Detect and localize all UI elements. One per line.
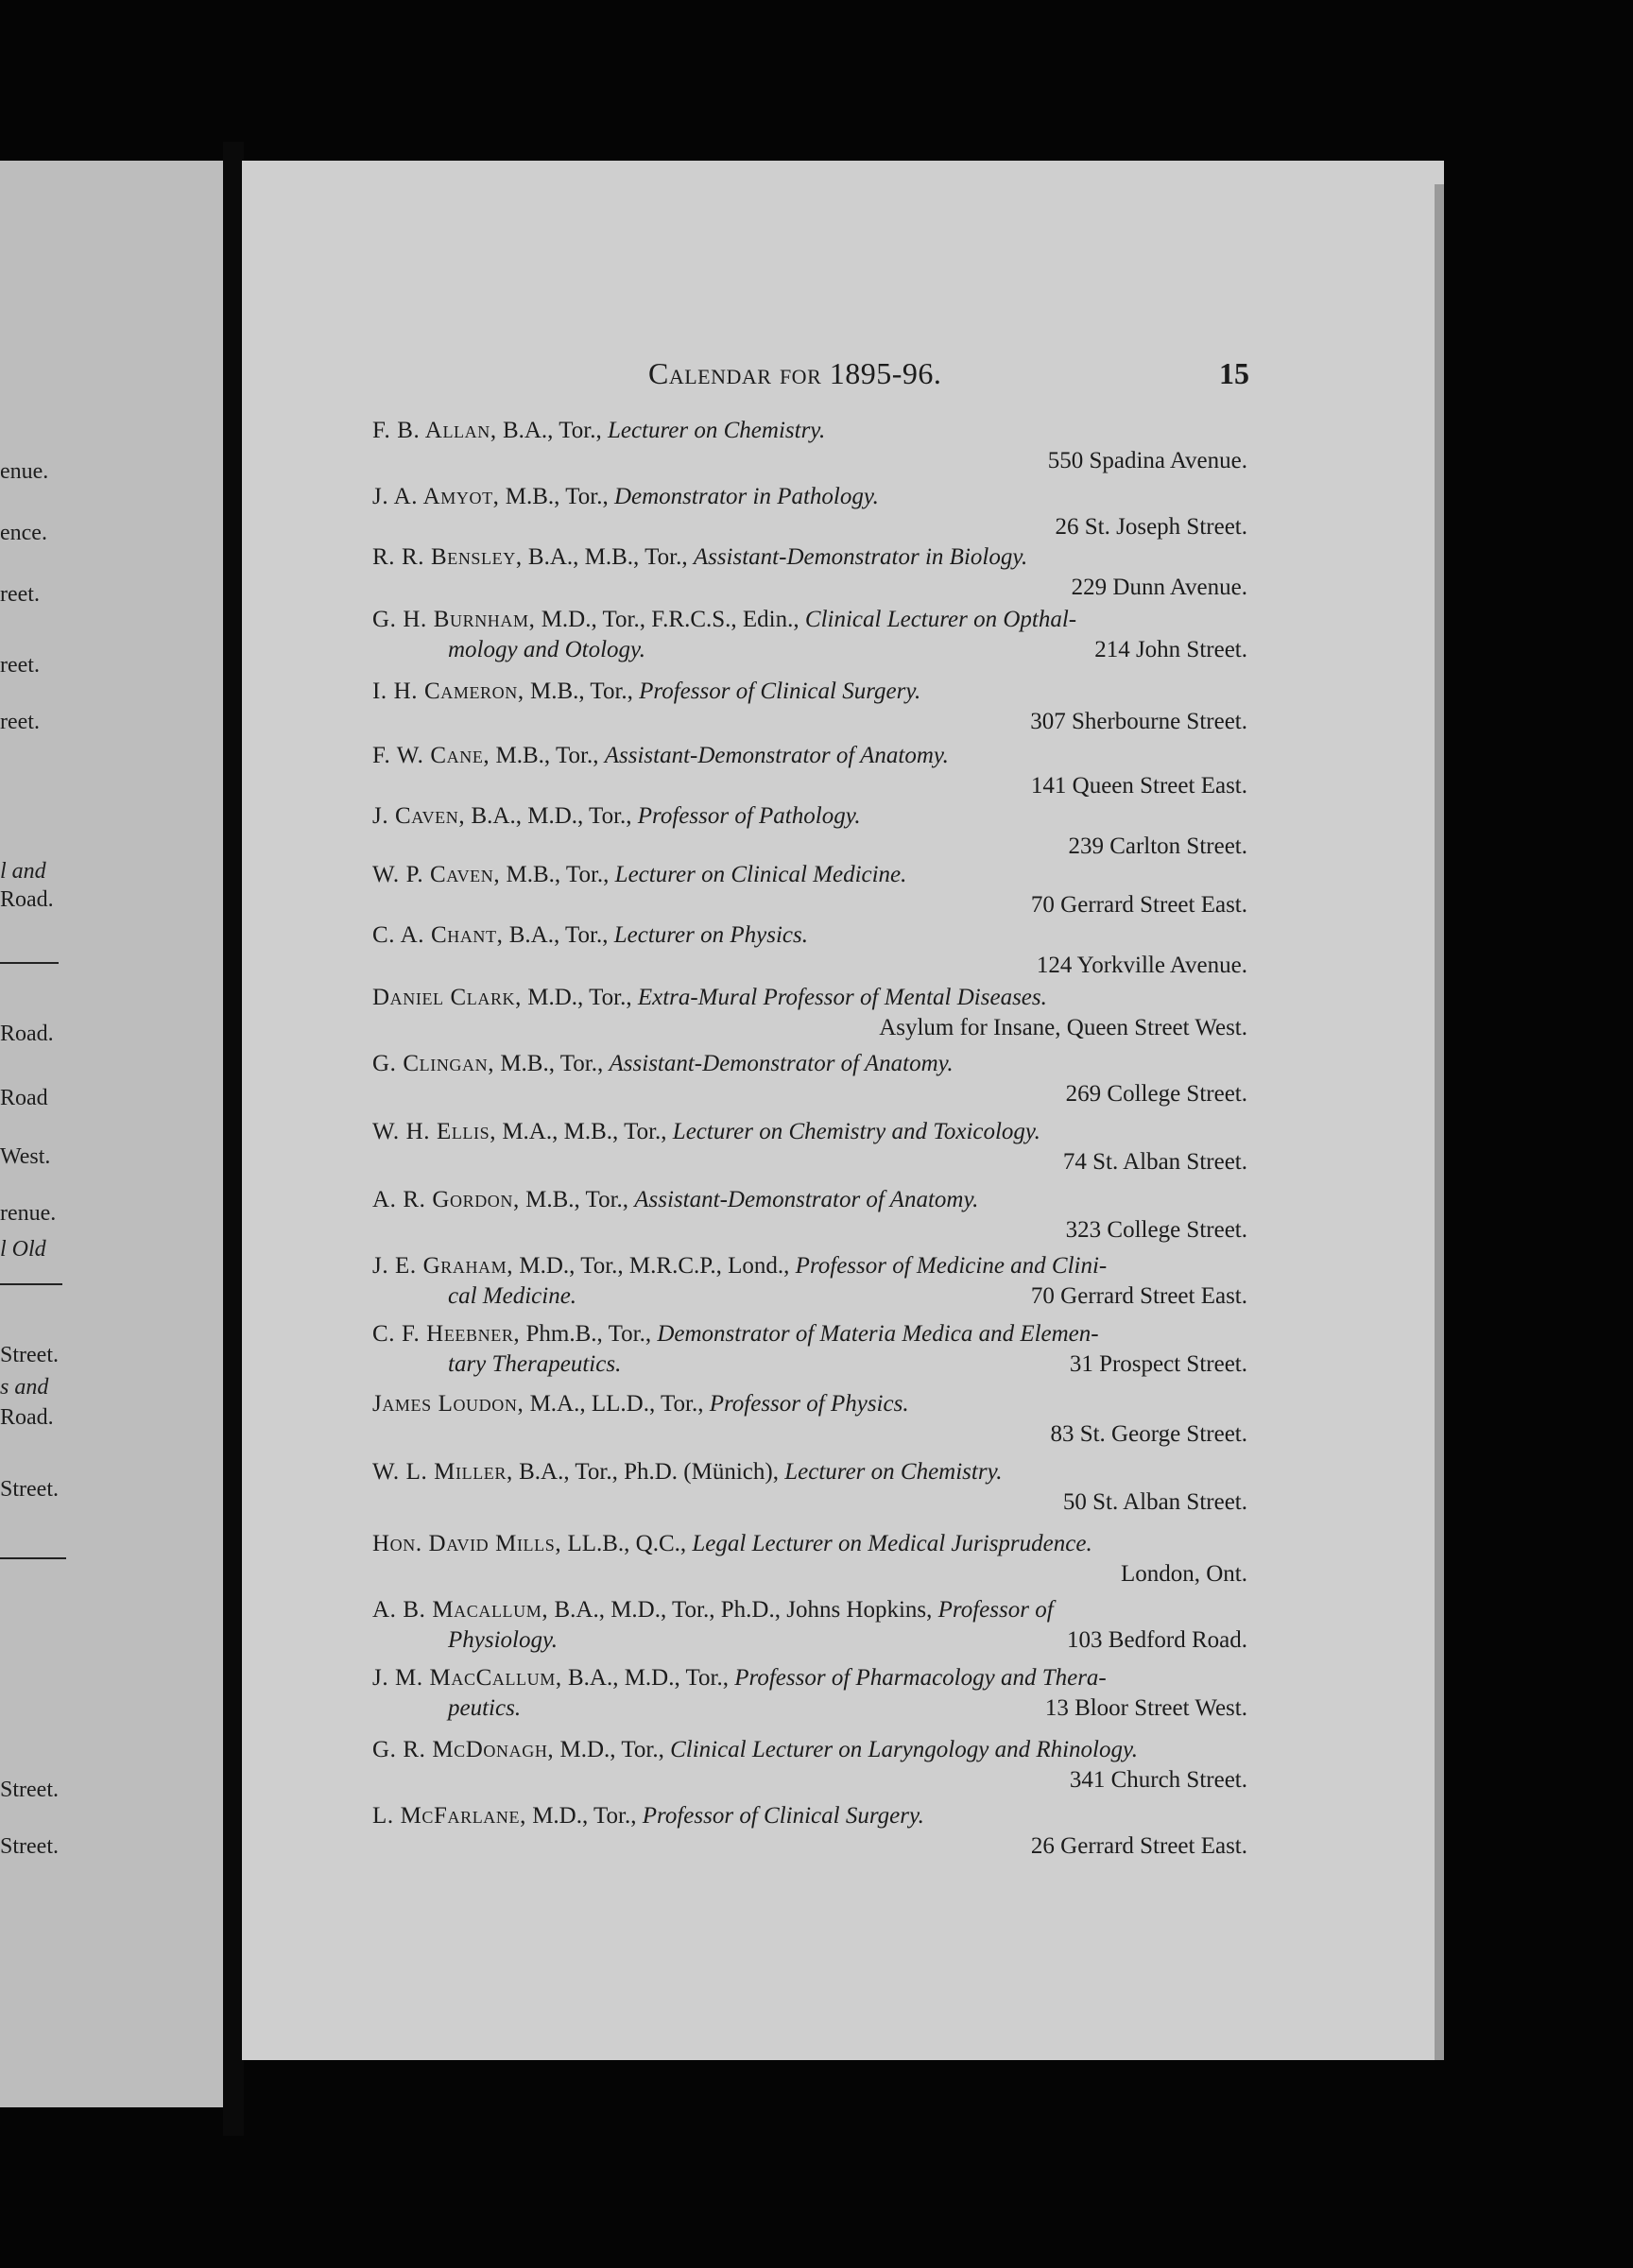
faculty-entry [372,1049,1247,1109]
entry-heading-line [372,482,1247,512]
entry-address-line [372,573,1247,603]
role-continuation: cal Medicine. [448,1283,577,1309]
entry-address-line [372,1625,1247,1656]
entry-address-line [372,707,1247,737]
entry-heading-line [372,1251,1247,1281]
faculty-credentials: M.B., Tor., [525,1187,629,1212]
faculty-role: Lecturer on Clinical Medicine. [614,862,907,887]
faculty-credentials: M.D., Tor., [559,1737,664,1762]
faculty-name: Hon. David Mills, [372,1531,562,1556]
faculty-role: Demonstrator in Pathology. [613,484,879,509]
faculty-credentials: M.A., LL.D., Tor., [529,1391,704,1417]
entry-address-line [372,1487,1247,1518]
entry-heading-line [372,801,1247,832]
faculty-address: 323 College Street. [1065,1217,1247,1243]
faculty-address: 550 Spadina Avenue. [1047,448,1247,473]
faculty-address: 239 Carlton Street. [1068,833,1247,859]
entry-address-line [372,1559,1247,1589]
entry-heading-line [372,1457,1247,1487]
faculty-credentials: LL.B., Q.C., [567,1531,687,1556]
entry-address-line [372,951,1247,981]
entry-address-line [372,1079,1247,1109]
left-page-line: Road. [0,887,54,912]
faculty-entry [372,860,1247,920]
faculty-address: 269 College Street. [1065,1081,1247,1107]
faculty-role: Professor of Clinical Surgery. [642,1803,924,1829]
left-page-line: Street. [0,1343,59,1367]
faculty-role: Assistant-Demonstrator of Anatomy. [609,1051,954,1076]
entry-heading-line [372,1735,1247,1765]
left-page-line: West. [0,1144,51,1169]
faculty-entry [372,1457,1247,1518]
left-page-line: renue. [0,1201,57,1226]
faculty-entry [372,542,1247,603]
entry-heading-line [372,1595,1247,1625]
faculty-name: R. R. Bensley, [372,544,523,570]
faculty-name: W. L. Miller, [372,1459,513,1485]
entry-address-line [372,1215,1247,1246]
faculty-role: Professor of Clinical Surgery. [639,679,921,704]
entry-heading-line [372,860,1247,890]
page-number: 15 [1219,356,1249,390]
faculty-credentials: M.B., Tor., [500,1051,604,1076]
left-page-line: l and [0,859,46,884]
faculty-name: F. W. Cane, [372,743,490,768]
faculty-address: 229 Dunn Avenue. [1071,575,1247,600]
faculty-name: L. McFarlane, [372,1803,526,1829]
faculty-entry [372,416,1247,476]
entry-heading-line [372,1663,1247,1693]
entry-heading-line [372,1319,1247,1349]
left-page-rule [0,1283,62,1285]
faculty-role: Professor of [937,1597,1054,1623]
faculty-address: 103 Bedford Road. [1067,1627,1247,1653]
entry-heading-line [372,1529,1247,1559]
entry-heading-line [372,1117,1247,1147]
entry-heading-line [372,1049,1247,1079]
role-continuation: tary Therapeutics. [448,1351,622,1377]
entry-heading-line [372,1185,1247,1215]
faculty-credentials: M.D., Tor., [527,985,632,1010]
faculty-address: 141 Queen Street East. [1030,773,1247,799]
left-page-line: Road. [0,1022,54,1046]
left-page-line: enue. [0,459,49,484]
running-head [648,354,1310,392]
page-edge-shadow [1435,184,1444,2060]
entry-heading-line [372,983,1247,1013]
left-page-rule [0,962,59,964]
book-gutter [223,142,244,2136]
entry-heading-line [372,605,1247,635]
faculty-name: J. A. Amyot, [372,484,500,509]
entry-address-line [372,512,1247,542]
faculty-name: J. E. Graham, [372,1253,514,1279]
faculty-credentials: B.A., Tor., [508,922,609,948]
entry-address-line [372,1013,1247,1043]
entry-address-line [372,1419,1247,1450]
faculty-entry [372,482,1247,542]
faculty-role: Lecturer on Physics. [613,922,809,948]
faculty-address: 214 John Street. [1094,637,1247,662]
calendar-title: Calendar for 1895-96. [648,356,942,390]
faculty-entry [372,801,1247,862]
entry-heading-line [372,416,1247,446]
faculty-name: Daniel Clark, [372,985,523,1010]
entry-address-line [372,1147,1247,1177]
faculty-entry [372,1251,1247,1312]
faculty-address: 341 Church Street. [1069,1767,1247,1793]
faculty-address: 13 Bloor Street West. [1044,1695,1247,1721]
left-page-line: Street. [0,1778,59,1802]
faculty-name: C. F. Heebner, [372,1321,521,1347]
faculty-role: Professor of Medicine and Clini- [795,1253,1108,1279]
faculty-address: London, Ont. [1120,1561,1247,1587]
faculty-credentials: Phm.B., Tor., [525,1321,652,1347]
left-page-rule [0,1557,66,1559]
entry-address-line [372,635,1247,665]
faculty-name: W. P. Caven, [372,862,501,887]
faculty-name: C. A. Chant, [372,922,504,948]
faculty-role: Professor of Pharmacology and Thera- [734,1665,1107,1691]
faculty-entry [372,1735,1247,1796]
faculty-credentials: M.D., Tor., M.R.C.P., Lond., [519,1253,790,1279]
faculty-address: 124 Yorkville Avenue. [1036,953,1247,978]
left-page-line: Road. [0,1405,54,1430]
faculty-credentials: M.B., Tor., [495,743,599,768]
faculty-entry [372,920,1247,981]
entry-address-line [372,1765,1247,1796]
faculty-address: 307 Sherbourne Street. [1030,709,1247,734]
left-page-line: reet. [0,653,40,678]
faculty-credentials: M.A., M.B., Tor., [502,1119,667,1144]
faculty-role: Assistant-Demonstrator of Anatomy. [604,743,949,768]
faculty-role: Lecturer on Chemistry and Toxicology. [672,1119,1040,1144]
faculty-entry [372,1389,1247,1450]
entry-address-line [372,1831,1247,1862]
faculty-name: F. B. Allan, [372,418,497,443]
faculty-credentials: B.A., M.D., Tor., Ph.D., Johns Hopkins, [554,1597,933,1623]
entry-address-line [372,832,1247,862]
faculty-entry [372,1319,1247,1380]
faculty-entry [372,741,1247,801]
entry-address-line [372,1349,1247,1380]
entry-address-line [372,890,1247,920]
faculty-name: James Loudon, [372,1391,524,1417]
faculty-address: 83 St. George Street. [1050,1421,1247,1447]
left-page-line: reet. [0,710,40,734]
faculty-name: A. B. Macallum, [372,1597,549,1623]
faculty-role: Clinical Lecturer on Laryngology and Rhinology. [670,1737,1138,1762]
faculty-address: 74 St. Alban Street. [1062,1149,1247,1175]
role-continuation: Physiology. [448,1627,558,1653]
entry-heading-line [372,1389,1247,1419]
faculty-role: Clinical Lecturer on Opthal- [804,607,1077,632]
faculty-entry [372,1663,1247,1724]
faculty-address: 31 Prospect Street. [1069,1351,1247,1377]
faculty-role: Professor of Physics. [709,1391,909,1417]
left-page-line: l Old [0,1237,46,1262]
entry-heading-line [372,677,1247,707]
entry-address-line [372,446,1247,476]
faculty-entry [372,1185,1247,1246]
faculty-role: Demonstrator of Materia Medica and Elemen- [657,1321,1099,1347]
faculty-role: Lecturer on Chemistry. [784,1459,1003,1485]
left-page-line: ence. [0,521,47,545]
faculty-address: Asylum for Insane, Queen Street West. [879,1015,1247,1040]
faculty-role: Professor of Pathology. [637,803,861,829]
faculty-role: Lecturer on Chemistry. [607,418,826,443]
faculty-credentials: B.A., Tor., Ph.D. (Münich), [519,1459,779,1485]
faculty-role: Assistant-Demonstrator in Biology. [693,544,1028,570]
faculty-credentials: B.A., Tor., [502,418,602,443]
left-page-line: Road [0,1086,48,1110]
faculty-address: 70 Gerrard Street East. [1030,892,1247,918]
role-continuation: peutics. [448,1695,522,1721]
entry-address-line [372,771,1247,801]
faculty-address: 26 Gerrard Street East. [1030,1833,1247,1859]
left-page-line: Street. [0,1477,59,1502]
entry-address-line [372,1281,1247,1312]
left-page-line: s and [0,1375,49,1400]
entry-address-line [372,1693,1247,1724]
faculty-name: J. Caven, [372,803,466,829]
faculty-name: G. Clingan, [372,1051,495,1076]
faculty-role: Assistant-Demonstrator of Anatomy. [634,1187,979,1212]
faculty-credentials: M.D., Tor., F.R.C.S., Edin., [541,607,799,632]
faculty-entry [372,605,1247,665]
faculty-entry [372,983,1247,1043]
faculty-name: I. H. Cameron, [372,679,524,704]
faculty-address: 26 St. Joseph Street. [1055,514,1247,540]
faculty-entry [372,1595,1247,1656]
entry-heading-line [372,1801,1247,1831]
left-page-line: Street. [0,1834,59,1859]
faculty-entry [372,1529,1247,1589]
entry-heading-line [372,920,1247,951]
faculty-credentials: M.B., Tor., [505,484,609,509]
faculty-name: W. H. Ellis, [372,1119,497,1144]
faculty-entry [372,677,1247,737]
faculty-entry [372,1801,1247,1862]
faculty-credentials: M.D., Tor., [532,1803,637,1829]
entry-heading-line [372,741,1247,771]
faculty-credentials: B.A., M.D., Tor., [567,1665,730,1691]
left-page-line: reet. [0,582,40,607]
faculty-role: Legal Lecturer on Medical Jurisprudence. [692,1531,1092,1556]
faculty-name: A. R. Gordon, [372,1187,520,1212]
faculty-name: G. R. McDonagh, [372,1737,555,1762]
faculty-credentials: B.A., M.D., Tor., [471,803,632,829]
faculty-name: G. H. Burnham, [372,607,536,632]
faculty-credentials: B.A., M.B., Tor., [527,544,688,570]
left-page-fragment [0,161,227,2107]
faculty-address: 50 St. Alban Street. [1062,1489,1247,1515]
role-continuation: mology and Otology. [448,637,646,662]
faculty-address: 70 Gerrard Street East. [1030,1283,1247,1309]
entry-heading-line [372,542,1247,573]
faculty-name: J. M. MacCallum, [372,1665,562,1691]
faculty-entry [372,1117,1247,1177]
faculty-credentials: M.B., Tor., [506,862,610,887]
faculty-role: Extra-Mural Professor of Mental Diseases. [637,985,1047,1010]
faculty-credentials: M.B., Tor., [529,679,633,704]
